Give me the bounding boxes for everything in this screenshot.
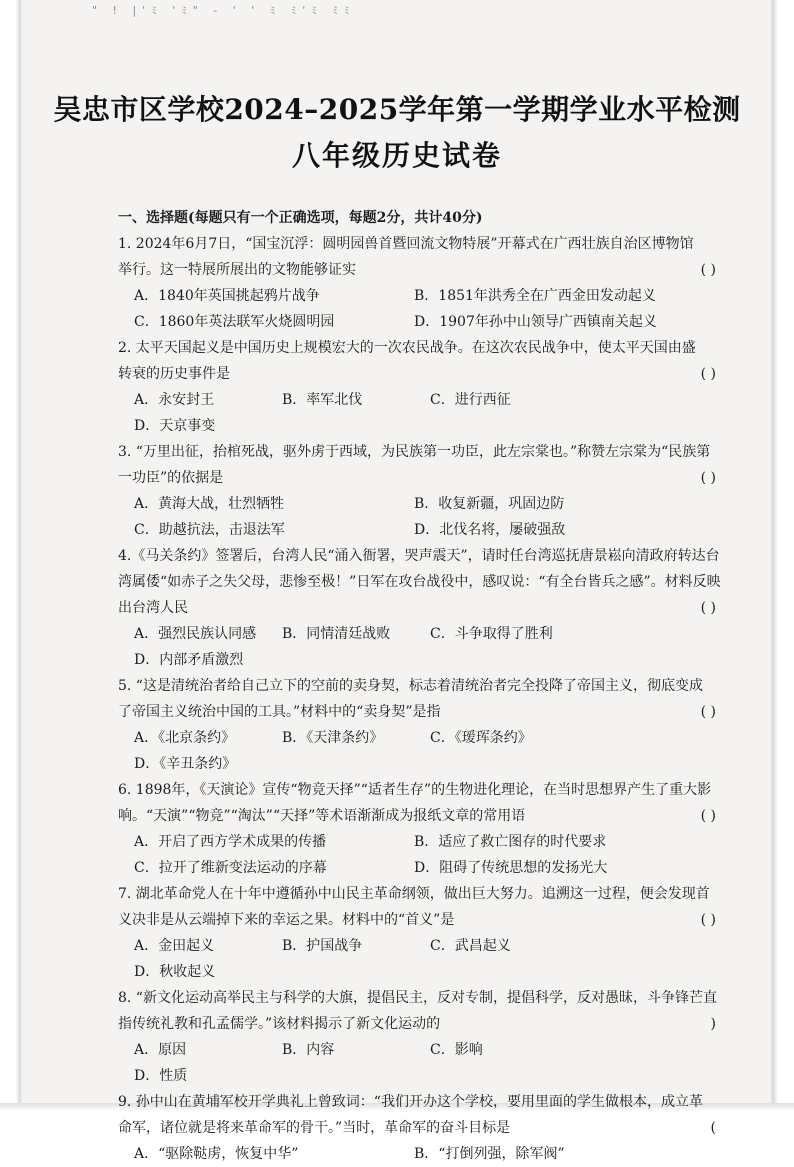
question-line: 1. 2024年6月7日，“国宝沉浮：圆明园兽首暨回流文物特展”开幕式在广西壮族自治区博物馆 [118, 236, 694, 252]
answer-paren[interactable]: ( ) [700, 808, 716, 824]
answer-paren[interactable]: ) [710, 1016, 716, 1032]
exam-subtitle: 八年级历史试卷 [291, 139, 502, 172]
option-a[interactable]: A．黄海大战，壮烈牺牲 [134, 496, 285, 512]
option-b[interactable]: B．率军北伐 [282, 392, 363, 408]
option-b[interactable]: B．适应了救亡图存的时代要求 [414, 834, 607, 850]
option-a[interactable]: A．“驱除鞑虏，恢复中华” [134, 1146, 299, 1162]
top-scan-marks: " ! |'ﾐ 'ﾐ" - ' ' ﾐ ﾐ'ﾐ ﾐﾐ [92, 4, 356, 17]
section-heading: 一、选择题(每题只有一个正确选项，每题2分，共计40分) [118, 210, 483, 226]
question-line: 了帝国主义统治中国的工具。”材料中的“卖身契”是指 [118, 704, 441, 720]
option-d[interactable]: D．《辛丑条约》 [134, 756, 237, 772]
answer-paren[interactable]: ( ) [700, 600, 716, 616]
options [118, 829, 718, 881]
answer-paren[interactable]: ( ) [700, 366, 716, 382]
option-d[interactable]: D．内部矛盾激烈 [134, 652, 244, 668]
option-d[interactable]: D．北伐名将，屡破强敌 [414, 522, 566, 538]
question-4 [118, 543, 721, 673]
question-line: 9. 孙中山在黄埔军校开学典礼上曾致词：“我们开办这个学校，要用里面的学生做根本，成立革 [118, 1094, 703, 1110]
option-b[interactable]: B．同情清廷战败 [282, 626, 391, 642]
question-line: 命军，诸位就是将来革命军的骨干。”当时，革命军的奋斗目标是 [118, 1120, 511, 1136]
answer-paren[interactable]: ( ) [700, 912, 716, 928]
question-line: 指传统礼教和孔孟儒学。”该材料揭示了新文化运动的 [118, 1016, 441, 1032]
option-c[interactable]: C．《瑷珲条约》 [430, 730, 532, 746]
option-a[interactable]: A．1840年英国挑起鸦片战争 [134, 288, 320, 304]
question-6 [118, 777, 718, 881]
option-c[interactable]: C．武昌起义 [430, 938, 511, 954]
option-d[interactable]: D．秋收起义 [134, 964, 216, 980]
question-5 [118, 673, 718, 777]
option-b[interactable]: B．1851年洪秀全在广西金田发动起义 [414, 288, 656, 304]
option-c[interactable]: C．斗争取得了胜利 [430, 626, 553, 642]
answer-paren[interactable]: ( ) [700, 262, 716, 278]
options [118, 1037, 718, 1089]
question-line: 举行。这一特展所展出的文物能够证实 [118, 262, 356, 278]
answer-paren[interactable]: ( ) [700, 704, 716, 720]
option-a[interactable]: A．永安封王 [134, 392, 215, 408]
option-b[interactable]: B．《天津条约》 [282, 730, 384, 746]
option-a[interactable]: A．开启了西方学术成果的传播 [134, 834, 327, 850]
question-9 [118, 1089, 718, 1167]
question-line: 4.《马关条约》签署后，台湾人民“涌入衙署，哭声震天”，请时任台湾巡抚唐景崧向清政府转达台 [118, 548, 720, 564]
option-b[interactable]: B．护国战争 [282, 938, 363, 954]
option-b[interactable]: B．内容 [282, 1042, 335, 1058]
option-c[interactable]: C．1860年英法联军火烧圆明园 [134, 314, 335, 330]
question-line: 湾属倭“如赤子之失父母，悲惨至极！”日军在攻台战役中，感叹说：“有全台皆兵之感”。材料反映 [118, 574, 721, 590]
options [118, 621, 718, 673]
options [118, 933, 718, 985]
options [118, 387, 718, 439]
question-line: 8. “新文化运动高举民主与科学的大旗，提倡民主，反对专制，提倡科学，反对愚昧，斗争锋芒直 [118, 990, 717, 1006]
answer-paren[interactable]: ( [710, 1120, 716, 1136]
option-d[interactable]: D．性质 [134, 1068, 188, 1084]
question-line: 响。“天演”“物竞”“淘汰”“天择”等术语渐渐成为报纸文章的常用语 [118, 808, 526, 824]
exam-content [118, 205, 721, 1167]
question-line: 7. 湖北革命党人在十年中遵循孙中山民主革命纲领，做出巨大努力。追溯这一过程，便会发现首 [118, 886, 710, 902]
question-line: 5. “这是清统治者给自己立下的空前的卖身契，标志着清统治者完全投降了帝国主义，彻底变成 [118, 678, 703, 694]
option-a[interactable]: A．金田起义 [134, 938, 215, 954]
options [118, 725, 718, 777]
options [118, 283, 718, 335]
exam-title: 吴忠市区学校2024–2025学年第一学期学业水平检测 [53, 93, 741, 126]
question-line: 2. 太平天国起义是中国历史上规模宏大的一次农民战争。在这次农民战争中，使太平天国由盛 [118, 340, 696, 356]
question-line: 转衰的历史事件是 [118, 366, 230, 382]
question-1 [118, 231, 718, 335]
option-a[interactable]: A．原因 [134, 1042, 187, 1058]
option-c[interactable]: C．进行西征 [430, 392, 511, 408]
question-line: 6. 1898年，《天演论》宣传“物竞天择”“适者生存”的生物进化理论，在当时思想界产生了重大影 [118, 782, 712, 798]
options [118, 491, 718, 543]
question-line: 3. “万里出征，抬棺死战，驱外虏于西域，为民族第一功臣，此左宗棠也。”称赞左宗棠为“民族第 [118, 444, 711, 460]
answer-paren[interactable]: ( ) [700, 470, 716, 486]
option-c[interactable]: C．影响 [430, 1042, 483, 1058]
question-line: 一功臣”的依据是 [118, 470, 224, 486]
question-8 [118, 985, 718, 1089]
option-b[interactable]: B．“打倒列强，除军阀” [414, 1146, 565, 1162]
option-a[interactable]: A．《北京条约》 [134, 730, 236, 746]
option-b[interactable]: B．收复新疆，巩固边防 [414, 496, 565, 512]
question-7 [118, 881, 718, 985]
option-d[interactable]: D．1907年孙中山领导广西镇南关起义 [414, 314, 657, 330]
question-3 [118, 439, 718, 543]
option-c[interactable]: C．拉开了维新变法运动的序幕 [134, 860, 327, 876]
option-a[interactable]: A．强烈民族认同感 [134, 626, 257, 642]
option-d[interactable]: D．阻碍了传统思想的发扬光大 [414, 860, 608, 876]
question-line: 义决非是从云端掉下来的幸运之果。材料中的“首义”是 [118, 912, 455, 928]
question-2 [118, 335, 718, 439]
question-line: 出台湾人民 [118, 600, 188, 616]
option-c[interactable]: C．助越抗法，击退法军 [134, 522, 285, 538]
options [118, 1141, 718, 1167]
option-d[interactable]: D．天京事变 [134, 418, 216, 434]
